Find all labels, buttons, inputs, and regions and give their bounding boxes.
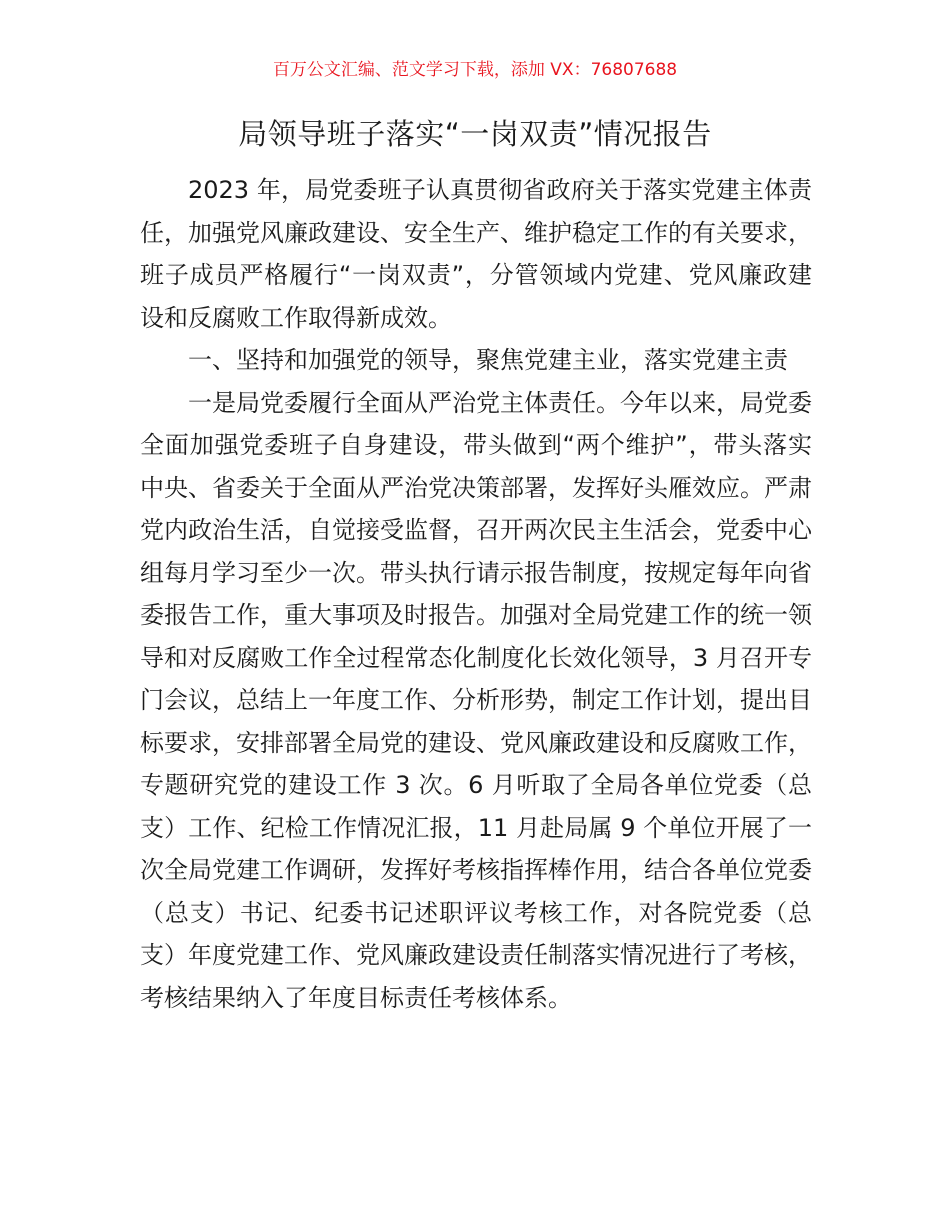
- page-title: 局领导班子落实“一岗双责”情况报告: [238, 117, 712, 151]
- header-note: 百万公文汇编、范文学习下载，添加 VX：76807688: [272, 60, 678, 80]
- paragraph-intro: 2023 年，局党委班子认真贯彻省政府关于落实党建主体责任，加强党风廉政建设、安全生产、维护稳定工作的有关要求，班子成员严格履行“一岗双责”，分管领域内党建、党风廉政建设和反腐败工作取得新成效。: [140, 176, 812, 332]
- document-body: [140, 169, 812, 1019]
- paragraph-detail: 一是局党委履行全面从严治党主体责任。今年以来，局党委全面加强党委班子自身建设，带头做到“两个维护”，带头落实中央、省委关于全面从严治党决策部署，发挥好头雁效应。严肃党内政治生活，自觉接受监督，召开两次民主生活会，党委中心组每月学习至少一次。带头执行请示报告制度，按规定每年向省委报告工作，重大事项及时报告。加强对全局党建工作的统一领导和对反腐败工作全过程常态化制度化长效化领导，3 月召开专门会议，总结上一年度工作、分析形势，制定工作计划，提出目标要求，安排部署全局党的建设、党风廉政建设和反腐败工作，专题研究党的建设工作 3 次。6 月听取了全局各单位党委（总支）工作、纪检工作情况汇报，11 月赴局属 9 个单位开展了一次全局党建工作调研，发挥好考核指挥棒作用，结合各单位党委（总支）书记、纪委书记述职评议考核工作，对各院党委（总支）年度党建工作、党风廉政建设责任制落实情况进行了考核，考核结果纳入了年度目标责任考核体系。: [140, 388, 812, 1012]
- section-heading: 一、坚持和加强党的领导，聚焦党建主业，落实党建主责: [188, 346, 788, 374]
